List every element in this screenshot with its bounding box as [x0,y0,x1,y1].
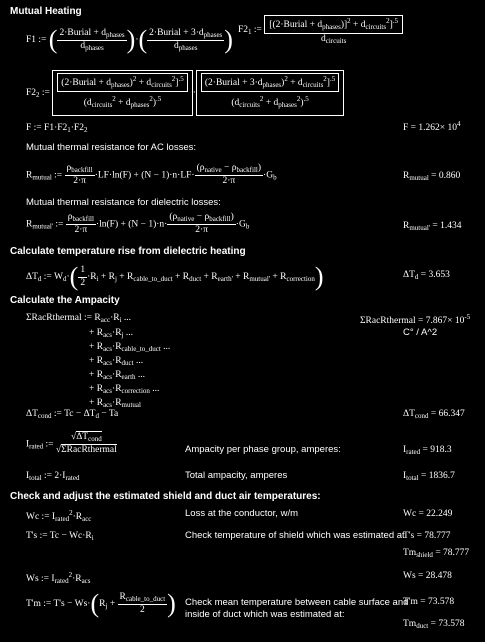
label-thermal-ac: Mutual thermal resistance for AC losses: [26,142,197,153]
result-rmutual-diel: $R_{mutual'} = 1.434$ [403,221,462,232]
eq-f: F := $F1\cdot F2_1\cdot F2_2$ [26,123,88,134]
label-check-mean: Check mean temperature between cable surface and inside of duct which was estimated at: [185,597,409,620]
result-rmutual-ac: $R_{mutual} = 0.860$ [403,171,461,182]
eq-f2-1: $F2_1$ := $\frac{[(2\cdot Burial + d_{phases})]^2 + d_{circuits}^2]^{.5}}{d_{circuits}}$ [238,15,403,45]
result-wc: Wc = 22.249 [403,509,453,519]
result-sum-rac: ΣRacRthermal = $7.867\times 10^{-5}$ [360,313,471,326]
result-delta-td: $\Delta T_d = 3.653$ [403,270,450,281]
eq-ts: T's := $Tc - Wc\cdot R_i$ [26,531,94,542]
section-temp-rise: Calculate temperature rise from dielectric heating [10,246,246,257]
result-f: $F = 1.262\times 10^4$ [403,120,461,133]
label-check-shield: Check temperature of shield which was estimated at [185,530,405,541]
label-thermal-diel: Mutual thermal resistance for dielectric losses: [26,197,221,208]
sum-terms: + $R_{acs}\cdot R_j$ ... + $R_{acs}\cdot R_{cable\_to\_duct}$ ... + $R_{acs}\cdot R_{duct}$ ... + $R_{acs}\cdot R_{earth}$ ... + $R_{acs}\cdot R_{correction}$ ... + $R_{acs}\cdot R_{mutual}$ [89,328,171,409]
result-irated: $I_{rated} = 918.3$ [403,445,452,456]
result-tm-duct: $Tm_{duct} = 73.578$ [403,619,465,630]
section-mutual-heating: Mutual Heating [10,6,82,17]
result-itotal: $I_{total} = 1836.7$ [403,471,455,482]
eq-f2-2: $F2_2$ := $\frac{(2\cdot Burial + d_{phases})^2 + d_{circuits}^2]^{.5}}{(d_{circuits}^2 + d_{phases}^2)^{.5}}$ · $\frac{(2\cdot Burial + 3\cdot d_{phases})^2 + d_{circuits}^2]^{.5}}{(d_{circuits}^2 + d_{phases}^2)^{.5}}$ [26,70,344,116]
eq-wc: Wc := $I_{rated}^2\cdot R_{acc}$ [26,509,92,523]
result-ws: Ws = 28.478 [403,571,452,581]
eq-rmutual-diel: $R_{mutual'}$ := $\frac{\rho_{backfill}}{2\cdot\pi}$ ·ln(F) + (N − 1)·n· $\frac{(\rho_{native} - \rho_{backfill})}{2\cdot\pi}$ $\cdot G_b$ [26,212,250,235]
label-total-ampacity: Total ampacity, amperes [185,470,288,481]
section-check-adjust: Check and adjust the estimated shield and duct air temperatures: [10,491,321,502]
section-ampacity: Calculate the Ampacity [10,295,120,306]
eq-delta-td: $\Delta T_d$ := $W_d\cdot$( $\frac{1}{2}$ $\cdot R_i + R_j + R_{cable\_to\_duct} + R_{duct} + R_{earth'} + R_{mutual'} + R_{correction}$) [26,262,324,291]
result-tm: T'm = 73.578 [403,597,455,607]
eq-delta-tcond: $\Delta T_{cond}$ := $Tc - \Delta T_d - Ta$ [26,409,119,420]
eq-itotal: $I_{total}$ := $2\cdot I_{rated}$ [26,471,80,482]
eq-ws: Ws := $I_{rated}^2\cdot R_{acs}$ [26,571,91,585]
label-ampacity-per-phase: Ampacity per phase group, amperes: [185,444,341,455]
result-delta-tcond: $\Delta T_{cond} = 66.347$ [403,409,465,420]
result-tm-shield: $Tm_{shield} = 78.777$ [403,548,470,559]
eq-sum-rac: ΣRacRthermal := $R_{acc}\cdot R_i$ ... [26,313,132,324]
eq-irated: $I_{rated}$ := $\frac{√\Delta T_{cond}}{\text{√ΣRacRthermal}}$ [26,432,117,455]
eq-f1: F1 := ( $\frac{2\cdot Burial + d_{phases}}{d_{phases}}$ )·( $\frac{2\cdot Burial + 3\cdot d_{phases}}{d_{phases}}$ ) [26,25,233,54]
label-units: C° / A^2 [403,327,438,338]
result-ts: T's = 78.777 [403,531,451,541]
label-loss-conductor: Loss at the conductor, w/m [185,508,299,519]
eq-rmutual-ac: $R_{mutual}$ := $\frac{\rho_{backfill}}{2\cdot\pi}$ ·LF·ln(F) + (N − 1)·n·LF· $\frac{(\rho_{native} - \rho_{backfill})}{2\cdot\pi}$ $\cdot G_b$ [26,163,277,186]
eq-tm: T'm := $T's - Ws\cdot(R_j$ + $\frac{R_{cable\_to\_duct}}{2}$ ) [26,589,176,618]
